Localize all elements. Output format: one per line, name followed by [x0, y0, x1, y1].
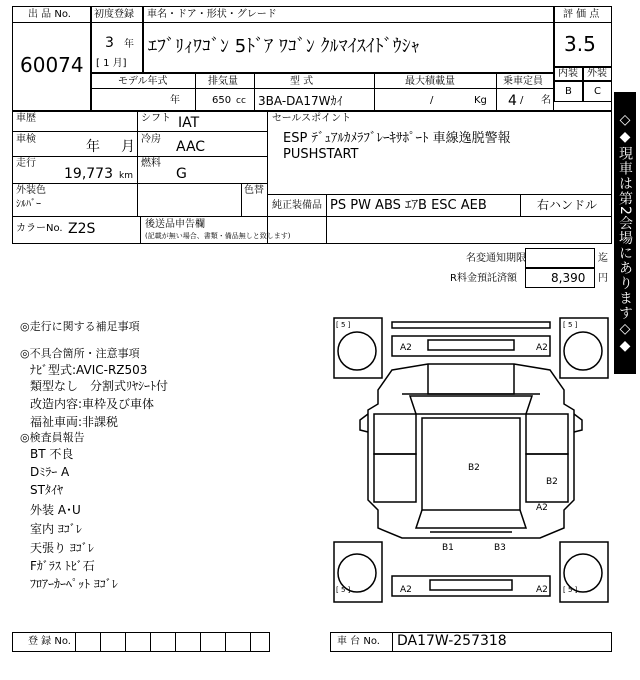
- recycle-unit: 円: [598, 273, 608, 284]
- max-load-unit: Kg: [474, 95, 487, 106]
- inspector-line: 天張り ﾖｺﾞﾚ: [30, 541, 94, 555]
- inspector-line: ﾌﾛｱｰｶｰﾍﾟｯﾄ ﾖｺﾞﾚ: [30, 577, 118, 591]
- defect-line: 改造内容:車枠及び車体: [30, 397, 155, 411]
- sales-points-line2: PUSHSTART: [283, 147, 359, 162]
- damage-mark: A2: [400, 585, 412, 595]
- exterior-grade: C: [594, 86, 601, 97]
- deadline-box: [525, 248, 595, 268]
- capacity-sep: /: [520, 95, 524, 106]
- rating-value: 3.5: [564, 32, 596, 56]
- sales-points-line1: ESP ﾃﾞｭｱﾙｶﾒﾗﾌﾞﾚｰｷｻﾎﾟｰﾄ 車線逸脱警報: [283, 131, 511, 146]
- equipment-value: PS PW ABS ｴｱB ESC AEB: [330, 198, 487, 213]
- ext-color-label: 外装色: [16, 185, 46, 196]
- first-reg-month: [ 1 月]: [96, 58, 127, 69]
- car-name-label: 車名・ドア・形状・グレード: [147, 9, 277, 20]
- chassis-label: 車 台 No.: [337, 636, 380, 647]
- displacement-unit: cc: [236, 96, 246, 106]
- model-label: 型 式: [290, 76, 314, 87]
- displacement-label: 排気量: [208, 76, 238, 87]
- defect-line: ﾅﾋﾞ型式:AVIC-RZ503: [30, 363, 148, 377]
- defect-line: 福祉車両:非課税: [30, 415, 119, 429]
- defect-line: 類型なし 分割式ﾘﾔｼｰﾄ付: [30, 379, 169, 393]
- inspector-line: BT 不良: [30, 447, 74, 461]
- damage-mark: A2: [536, 343, 548, 353]
- inspector-line: 外装 A･U: [30, 503, 81, 517]
- capacity-unit: 名: [541, 95, 551, 106]
- model-year-unit: 年: [170, 95, 180, 106]
- color-no-label: カラーNo.: [16, 223, 63, 234]
- deadline-unit: 迄: [598, 253, 608, 264]
- car-damage-diagram: [330, 314, 612, 604]
- model-code: 3BA-DA17Wｶｲ: [258, 94, 343, 108]
- damage-mark: B2: [468, 463, 480, 473]
- equip-label: 純正装備品: [272, 200, 322, 211]
- mileage-unit: km: [119, 171, 133, 181]
- inspector-title: ◎検査員報告: [20, 431, 85, 444]
- aftermarket-note: (記載が無い場合、書類・備品無しと致します): [145, 232, 291, 240]
- tire-tread-label: [ 5 ]: [336, 586, 351, 594]
- first-reg-year: 3: [105, 35, 114, 51]
- driving-notes-title: ◎走行に関する補足事項: [20, 320, 140, 333]
- color-change-label: 色替: [244, 185, 264, 196]
- capacity-value: 4: [508, 93, 517, 109]
- mileage-label: 走行: [16, 158, 36, 169]
- lot-number: 60074: [20, 53, 84, 77]
- defects-title: ◎不具合箇所・注意事項: [20, 347, 140, 360]
- sales-points-label: セールスポイント: [272, 113, 352, 124]
- inspector-line: 室内 ﾖｺﾞﾚ: [30, 522, 82, 536]
- inspection-year: 年: [86, 139, 100, 155]
- first-reg-label: 初度登録: [94, 9, 134, 20]
- side-banner: ◇◆現車は第2会場にあります◇◆: [614, 92, 636, 374]
- fuel-label: 燃料: [141, 158, 161, 169]
- color-no-value: Z2S: [68, 221, 96, 237]
- max-load-sep: /: [430, 95, 434, 106]
- damage-mark: A2: [536, 585, 548, 595]
- tire-tread-label: [ 5 ]: [336, 321, 351, 329]
- first-reg-year-unit: 年: [124, 39, 134, 50]
- max-load-label: 最大積載量: [405, 76, 455, 87]
- history-label: 車歴: [16, 113, 36, 124]
- car-name: ｴﾌﾞﾘｨﾜｺﾞﾝ 5ﾄﾞｱ ﾜｺﾞﾝ ｸﾙﾏｲｽｲﾄﾞｳｼｬ: [148, 36, 420, 57]
- inspector-line: STﾀｲﾔ: [30, 483, 63, 497]
- inspector-line: Fｶﾞﾗｽ ﾄﾋﾞ石: [30, 559, 95, 573]
- displacement-value: 650: [212, 95, 232, 106]
- damage-mark: A2: [536, 503, 548, 513]
- tire-tread-label: [ 5 ]: [563, 586, 578, 594]
- deadline-label: 名変通知期限: [466, 253, 526, 264]
- shift-label: シフト: [141, 113, 171, 124]
- interior-grade: B: [565, 86, 572, 97]
- ext-color-value: ｼﾙﾊﾞｰ: [16, 199, 41, 210]
- recycle-amount: 8,390: [551, 271, 586, 285]
- model-year-label: モデル年式: [118, 76, 168, 87]
- aftermarket-label: 後送品申告欄: [145, 219, 205, 230]
- interior-label: 内装: [558, 68, 578, 79]
- steering-value: 右ハンドル: [537, 198, 598, 212]
- inspection-month: 月: [121, 139, 135, 155]
- reg-no-label: 登 録 No.: [28, 636, 71, 647]
- damage-mark: B2: [546, 477, 558, 487]
- lot-label: 出 品 No.: [28, 9, 71, 20]
- tire-tread-label: [ 5 ]: [563, 321, 578, 329]
- damage-mark: B3: [494, 543, 506, 553]
- capacity-label: 乗車定員: [503, 76, 543, 87]
- damage-mark: A2: [400, 343, 412, 353]
- ac-label: 冷房: [141, 134, 161, 145]
- inspector-line: Dﾐﾗｰ A: [30, 465, 70, 479]
- recycle-label: R料金預託済額: [450, 273, 517, 284]
- mileage-value: 19,773: [64, 166, 113, 182]
- fuel-value: G: [176, 166, 187, 182]
- shift-value: IAT: [178, 115, 200, 131]
- chassis-number: DA17W-257318: [397, 633, 507, 649]
- ac-value: AAC: [176, 139, 206, 155]
- damage-mark: B1: [442, 543, 454, 553]
- exterior-label: 外装: [587, 68, 607, 79]
- inspection-label: 車検: [16, 134, 36, 145]
- rating-label: 評 価 点: [563, 9, 600, 20]
